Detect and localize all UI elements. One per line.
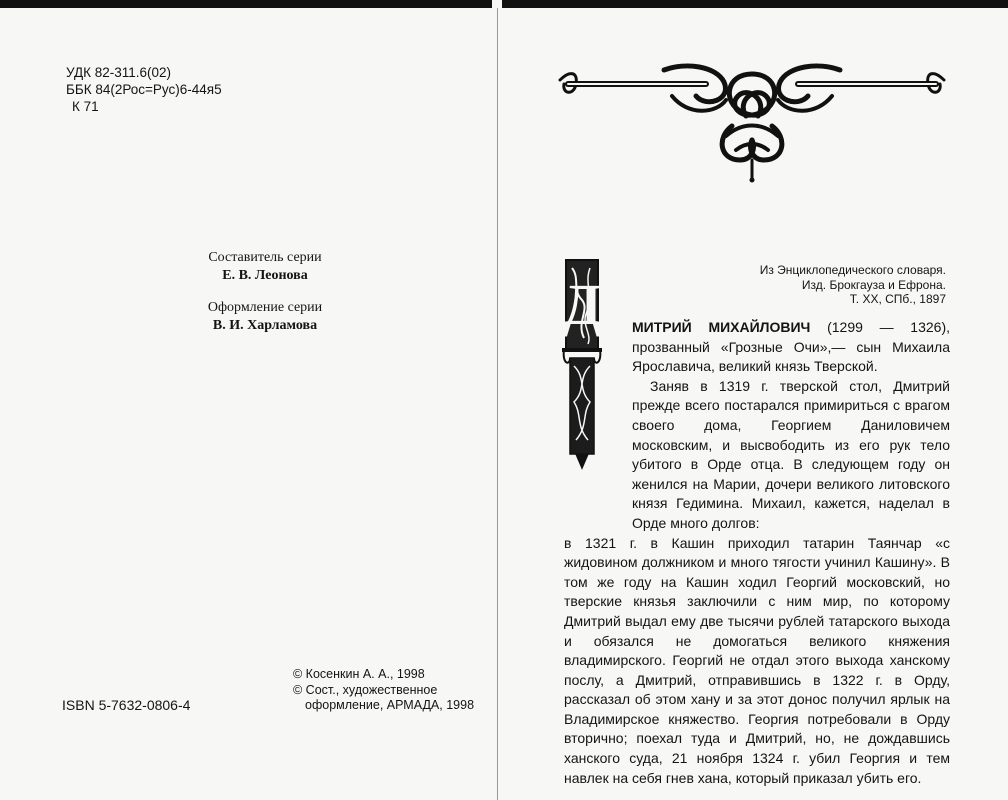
paragraph-1-text: (1299 — 1326), прозванный «Грозные Очи»,— сын Михаила Ярославича, великий князь Тверской. [632,319,951,375]
source-citation [760,263,946,307]
udc-code: УДК 82-311.6(02) [66,65,172,80]
article-body [564,318,950,788]
design-name: В. И. Харламова [212,318,318,333]
source-line-3: Т. XX, СПб., 1897 [849,292,946,306]
right-page [498,0,1008,800]
paragraph-1 [632,318,950,377]
article-heading-name: МИТРИЙ МИХАЙЛОВИЧ [632,319,811,335]
source-line-1: Из Энциклопедического словаря. [759,263,946,277]
copyright-block [293,667,474,714]
classification-block [66,64,222,115]
source-line-2: Изд. Брокгауза и Ефрона. [801,277,946,292]
compiler-label: Составитель серии [208,250,322,265]
design-label: Оформление серии [207,300,323,315]
isbn: ISBN 5-7632-0806-4 [62,697,191,713]
bbk-code: ББК 84(2Рос=Рус)6-44я5 [66,82,222,97]
paragraph-2: Заняв в 1319 г. тверской стол, Дмитрий прежде всего постарался примириться с врагом своего дома, Георгием Даниловичем московским, и высвободить из его рук тело убитого в Орде отца. В следующем году он женился на Марии, дочери великого литовского князя Гедимина. Михаил, кажется, наделал в Орде много долгов: [632,377,950,531]
left-page [0,0,497,800]
headpiece-ornament [556,56,948,186]
copyright-design-1: © Сост., художественное [293,682,438,697]
paragraph-3: в 1321 г. в Кашин приходил татарин Таянчар «с жидовином должником и много тягости учинил Кашину». В том же году на Кашин ходил Георгий московский, но тверские князья заключили с ним мир, по которому Дмитрий выдал ему две тысячи рублей татарского выхода и обязался не домогаться великого княжения владимирского. Георгий не отдал этого выхода ханскому послу, а Дмитрий, отправившись в 1322 г. в Орду, рассказал об этом хану и за этот донос получил ярлык на Владимирское княжество. Георгия потребовали в Орду вторично; поехал туда и Дмитрий, но, не дождавшись ханского суда, 21 ноября 1324 г. убил Георгия и тем навлек на себя гнев хана, который приказал убить его. [564,534,950,786]
author-mark: К 71 [72,99,99,114]
compiler-name: Е. В. Леонова [222,268,308,283]
copyright-design-2: оформление, АРМАДА, 1998 [305,698,475,712]
series-credits [0,249,530,335]
initial-letter-glyph: Д [562,272,602,337]
copyright-author: © Косенкин А. А., 1998 [293,667,425,681]
